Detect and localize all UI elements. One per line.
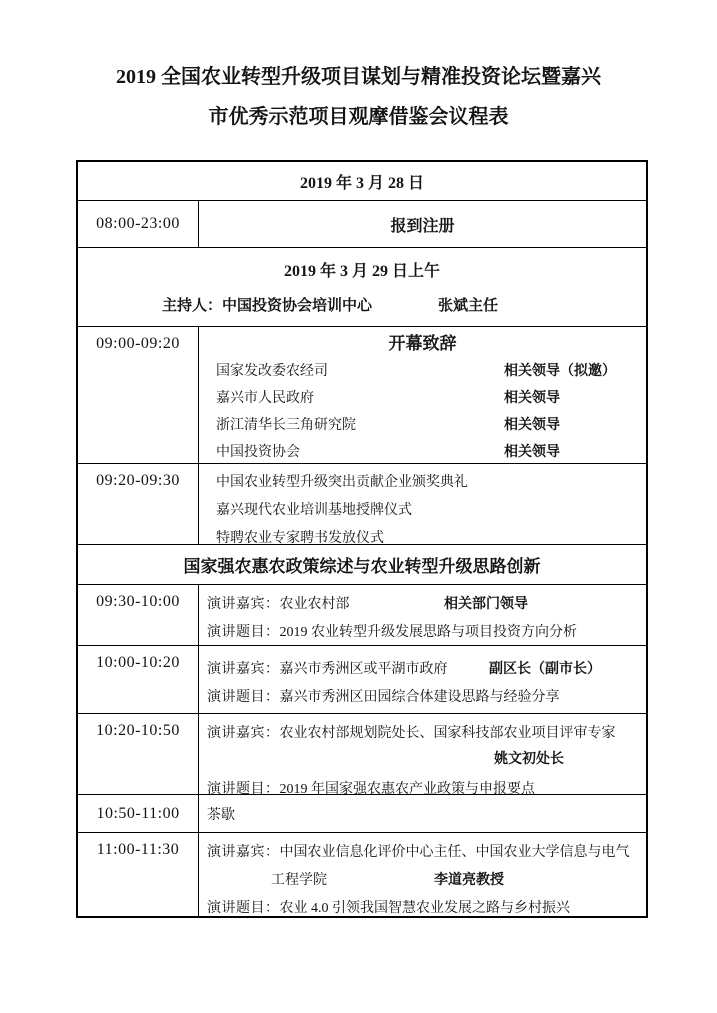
opening-cell <box>199 327 646 463</box>
talk4-guest-wrap-line <box>207 867 636 895</box>
talk2-guest: 嘉兴市秀洲区或平湖市政府 <box>279 662 448 677</box>
agenda-table <box>76 160 648 918</box>
ceremony-item: 嘉兴现代农业培训基地授牌仪式 <box>216 503 412 518</box>
talk3-guest: 农业农村部规划院处长、国家科技部农业项目评审专家 <box>279 726 616 741</box>
talk4-guest-line <box>207 839 636 867</box>
ceremonies-list <box>199 464 646 553</box>
talk4-guest-line1: 中国农业信息化评价中心主任、中国农业大学信息与电气 <box>279 845 630 860</box>
talk1-topic: 2019 农业转型升级发展思路与项目投资方向分析 <box>279 625 577 640</box>
talk1-time: 09:30-10:00 <box>78 585 199 645</box>
opening-time: 09:00-09:20 <box>78 327 199 463</box>
talk4-topic-line <box>207 895 636 923</box>
talk2-guest-name: 副区长（副市长） <box>489 662 601 677</box>
registration-time: 08:00-23:00 <box>78 201 199 247</box>
document-title-line2: 市优秀示范项目观摩借鉴会议程表 <box>208 106 509 128</box>
talk4-guest-name: 李道亮教授 <box>434 873 504 888</box>
opening-person: 相关领导 <box>504 445 560 460</box>
talk1-guest-name: 相关部门领导 <box>444 597 528 612</box>
section-title: 国家强农惠农政策综述与农业转型升级思路创新 <box>183 557 541 576</box>
day2-header-row <box>78 247 646 326</box>
opening-title: 开幕致辞 <box>388 334 457 353</box>
talk3-row <box>78 713 646 797</box>
talk2-time: 10:00-10:20 <box>78 646 199 713</box>
talk2-row <box>78 645 646 713</box>
opening-org: 浙江清华长三角研究院 <box>216 418 356 433</box>
guest-label: 演讲嘉宾： <box>207 726 280 741</box>
talk4-cell <box>199 833 646 916</box>
opening-person: 相关领导 <box>504 391 560 406</box>
registration-row <box>78 200 646 247</box>
talk3-time: 10:20-10:50 <box>78 714 199 794</box>
day2-header-cell <box>78 248 646 326</box>
talk3-guest-line <box>207 720 636 748</box>
talk3-guest-name: 姚文初处长 <box>494 752 564 767</box>
talk2-topic-line <box>207 684 636 712</box>
opening-org: 国家发改委农经司 <box>216 364 328 379</box>
talk4-time: 11:00-11:30 <box>78 833 199 916</box>
talk3-guest-name-line <box>207 748 636 776</box>
topic-label: 演讲题目： <box>207 690 280 705</box>
day2-date: 2019 年 3 月 29 日上午 <box>283 263 440 280</box>
talk2-topic: 嘉兴市秀洲区田园综合体建设思路与经验分享 <box>279 690 560 705</box>
tea-break-row <box>78 794 646 832</box>
topic-label: 演讲题目： <box>207 782 280 797</box>
talk4-topic: 农业 4.0 引领我国智慧农业发展之路与乡村振兴 <box>279 901 570 916</box>
ceremony-item: 中国农业转型升级突出贡献企业颁奖典礼 <box>216 475 468 490</box>
registration-activity: 报到注册 <box>390 217 455 235</box>
opening-person: 相关领导 <box>504 418 560 433</box>
talk4-row <box>78 832 646 916</box>
opening-org: 嘉兴市人民政府 <box>216 391 314 406</box>
tea-break-time: 10:50-11:00 <box>78 795 199 832</box>
opening-person: 相关领导（拟邀） <box>504 364 616 379</box>
opening-speaker-line <box>199 358 646 385</box>
talk3-topic: 2019 年国家强农惠农产业政策与申报要点 <box>279 782 535 797</box>
talk2-cell <box>199 646 646 713</box>
topic-label: 演讲题目： <box>207 901 280 916</box>
document-title-line1: 2019 全国农业转型升级项目谋划与精准投资论坛暨嘉兴 <box>116 66 601 88</box>
tea-break-activity: 茶歇 <box>207 807 235 823</box>
day1-header-row <box>78 162 646 200</box>
talk1-row <box>78 584 646 645</box>
ceremonies-row <box>78 463 646 544</box>
talk2-guest-line <box>207 656 636 684</box>
host-line <box>78 294 646 318</box>
talk3-cell <box>199 714 646 797</box>
host-label: 主持人：中国投资协会培训中心 <box>162 298 373 314</box>
guest-label: 演讲嘉宾： <box>207 845 280 860</box>
host-name: 张斌主任 <box>438 298 499 314</box>
ceremonies-cell <box>199 464 646 544</box>
opening-row <box>78 326 646 463</box>
opening-speaker-line <box>199 439 646 466</box>
ceremonies-time: 09:20-09:30 <box>78 464 199 544</box>
opening-speaker-line <box>199 385 646 412</box>
talk1-guest-line <box>207 591 636 619</box>
document-title <box>40 57 677 137</box>
talk1-cell <box>199 585 646 645</box>
topic-label: 演讲题目： <box>207 625 280 640</box>
talk4-guest-line2: 工程学院 <box>271 873 327 888</box>
guest-label: 演讲嘉宾： <box>207 662 280 677</box>
talk1-topic-line <box>207 619 636 647</box>
day1-date: 2019 年 3 月 28 日 <box>299 174 424 192</box>
opening-org: 中国投资协会 <box>216 445 300 460</box>
guest-label: 演讲嘉宾： <box>207 597 280 612</box>
ceremony-item: 特聘农业专家聘书发放仪式 <box>216 531 384 546</box>
talk1-guest: 农业农村部 <box>279 597 350 612</box>
opening-speaker-line <box>199 412 646 439</box>
